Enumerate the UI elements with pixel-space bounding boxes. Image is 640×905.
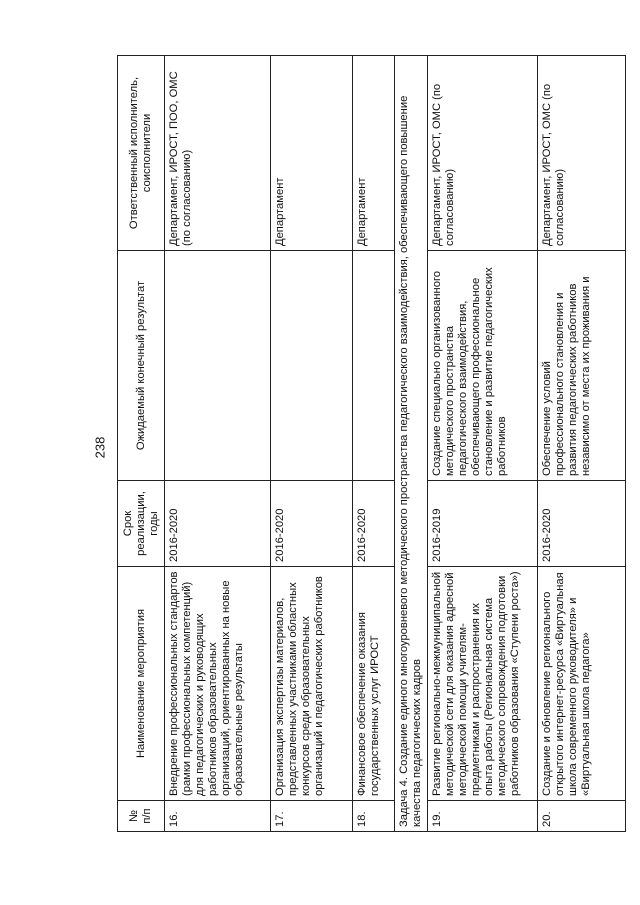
row-result: Обеспечение условий профессионального становления и развития педагогических работников независимо от места их проживания и	[538, 251, 626, 481]
row-num: 16.	[165, 801, 271, 832]
row-name: Создание и обновление регионального открытого интернет-ресурса «Виртуальная школа современного руководителя» и «Виртуальная школа педагога»	[538, 567, 626, 801]
measures-table	[117, 55, 626, 832]
row-name: Развитие регионально-межмуниципальной методической сети для оказания адресной методической помощи учителям-предметникам и распространения их опыта работы (Региональная система методического сопровождения подготовки работников образования «Ступени роста»)	[428, 567, 538, 801]
row-resp: Департамент, ИРОСТ, ОМС (по согласованию)	[428, 56, 538, 251]
row-resp: Департамент, ИРОСТ, ОМС (по согласованию)	[538, 56, 626, 251]
table-row	[353, 56, 395, 832]
row-term: 2016-2020	[353, 481, 395, 567]
table-row	[165, 56, 271, 832]
header-num: № п/п	[118, 801, 165, 832]
row-name: Финансовое обеспечение оказания государственных услуг ИРОСТ	[353, 567, 395, 801]
row-resp: Департамент	[271, 56, 353, 251]
task-row	[395, 56, 428, 832]
row-result: Создание специально организованного методического пространства педагогического взаимодействия, обеспечивающего профессиональное становление и развитие педагогических работников	[428, 251, 538, 481]
row-num: 19.	[428, 801, 538, 832]
task-heading: Задача 4. Создание единого многоуровневого методического пространства педагогического взаимодействия, обеспечивающего повышение качества педагогических кадров	[395, 56, 428, 832]
row-result	[271, 251, 353, 481]
table-header-row	[118, 56, 165, 832]
row-resp: Департамент	[353, 56, 395, 251]
row-name: Внедрение профессиональных стандартов (рамки профессиональных компетенций) для педагогических и руководящих работников образовательных организаций, ориентированных на новые образовательные результаты	[165, 567, 271, 801]
row-num: 17.	[271, 801, 353, 832]
header-resp: Ответственный исполнитель, соисполнители	[118, 56, 165, 251]
table-row	[538, 56, 626, 832]
row-resp: Департамент, ИРОСТ, ПОО, ОМС (по согласованию)	[165, 56, 271, 251]
row-num: 18.	[353, 801, 395, 832]
row-term: 2016-2020	[271, 481, 353, 567]
row-num: 20.	[538, 801, 626, 832]
page-number: 238	[92, 436, 108, 459]
table-row	[428, 56, 538, 832]
rotated-table-container	[117, 56, 612, 832]
row-term: 2016-2019	[428, 481, 538, 567]
header-name: Наименование мероприятия	[118, 567, 165, 801]
table-row	[271, 56, 353, 832]
header-term: Срок реализации, годы	[118, 481, 165, 567]
row-result	[353, 251, 395, 481]
row-term: 2016-2020	[165, 481, 271, 567]
header-result: Ожидаемый конечный результат	[118, 251, 165, 481]
row-result	[165, 251, 271, 481]
row-name: Организация экспертизы материалов, представленных участниками областных конкурсов среди образовательных организаций и педагогических работников	[271, 567, 353, 801]
row-term: 2016-2020	[538, 481, 626, 567]
